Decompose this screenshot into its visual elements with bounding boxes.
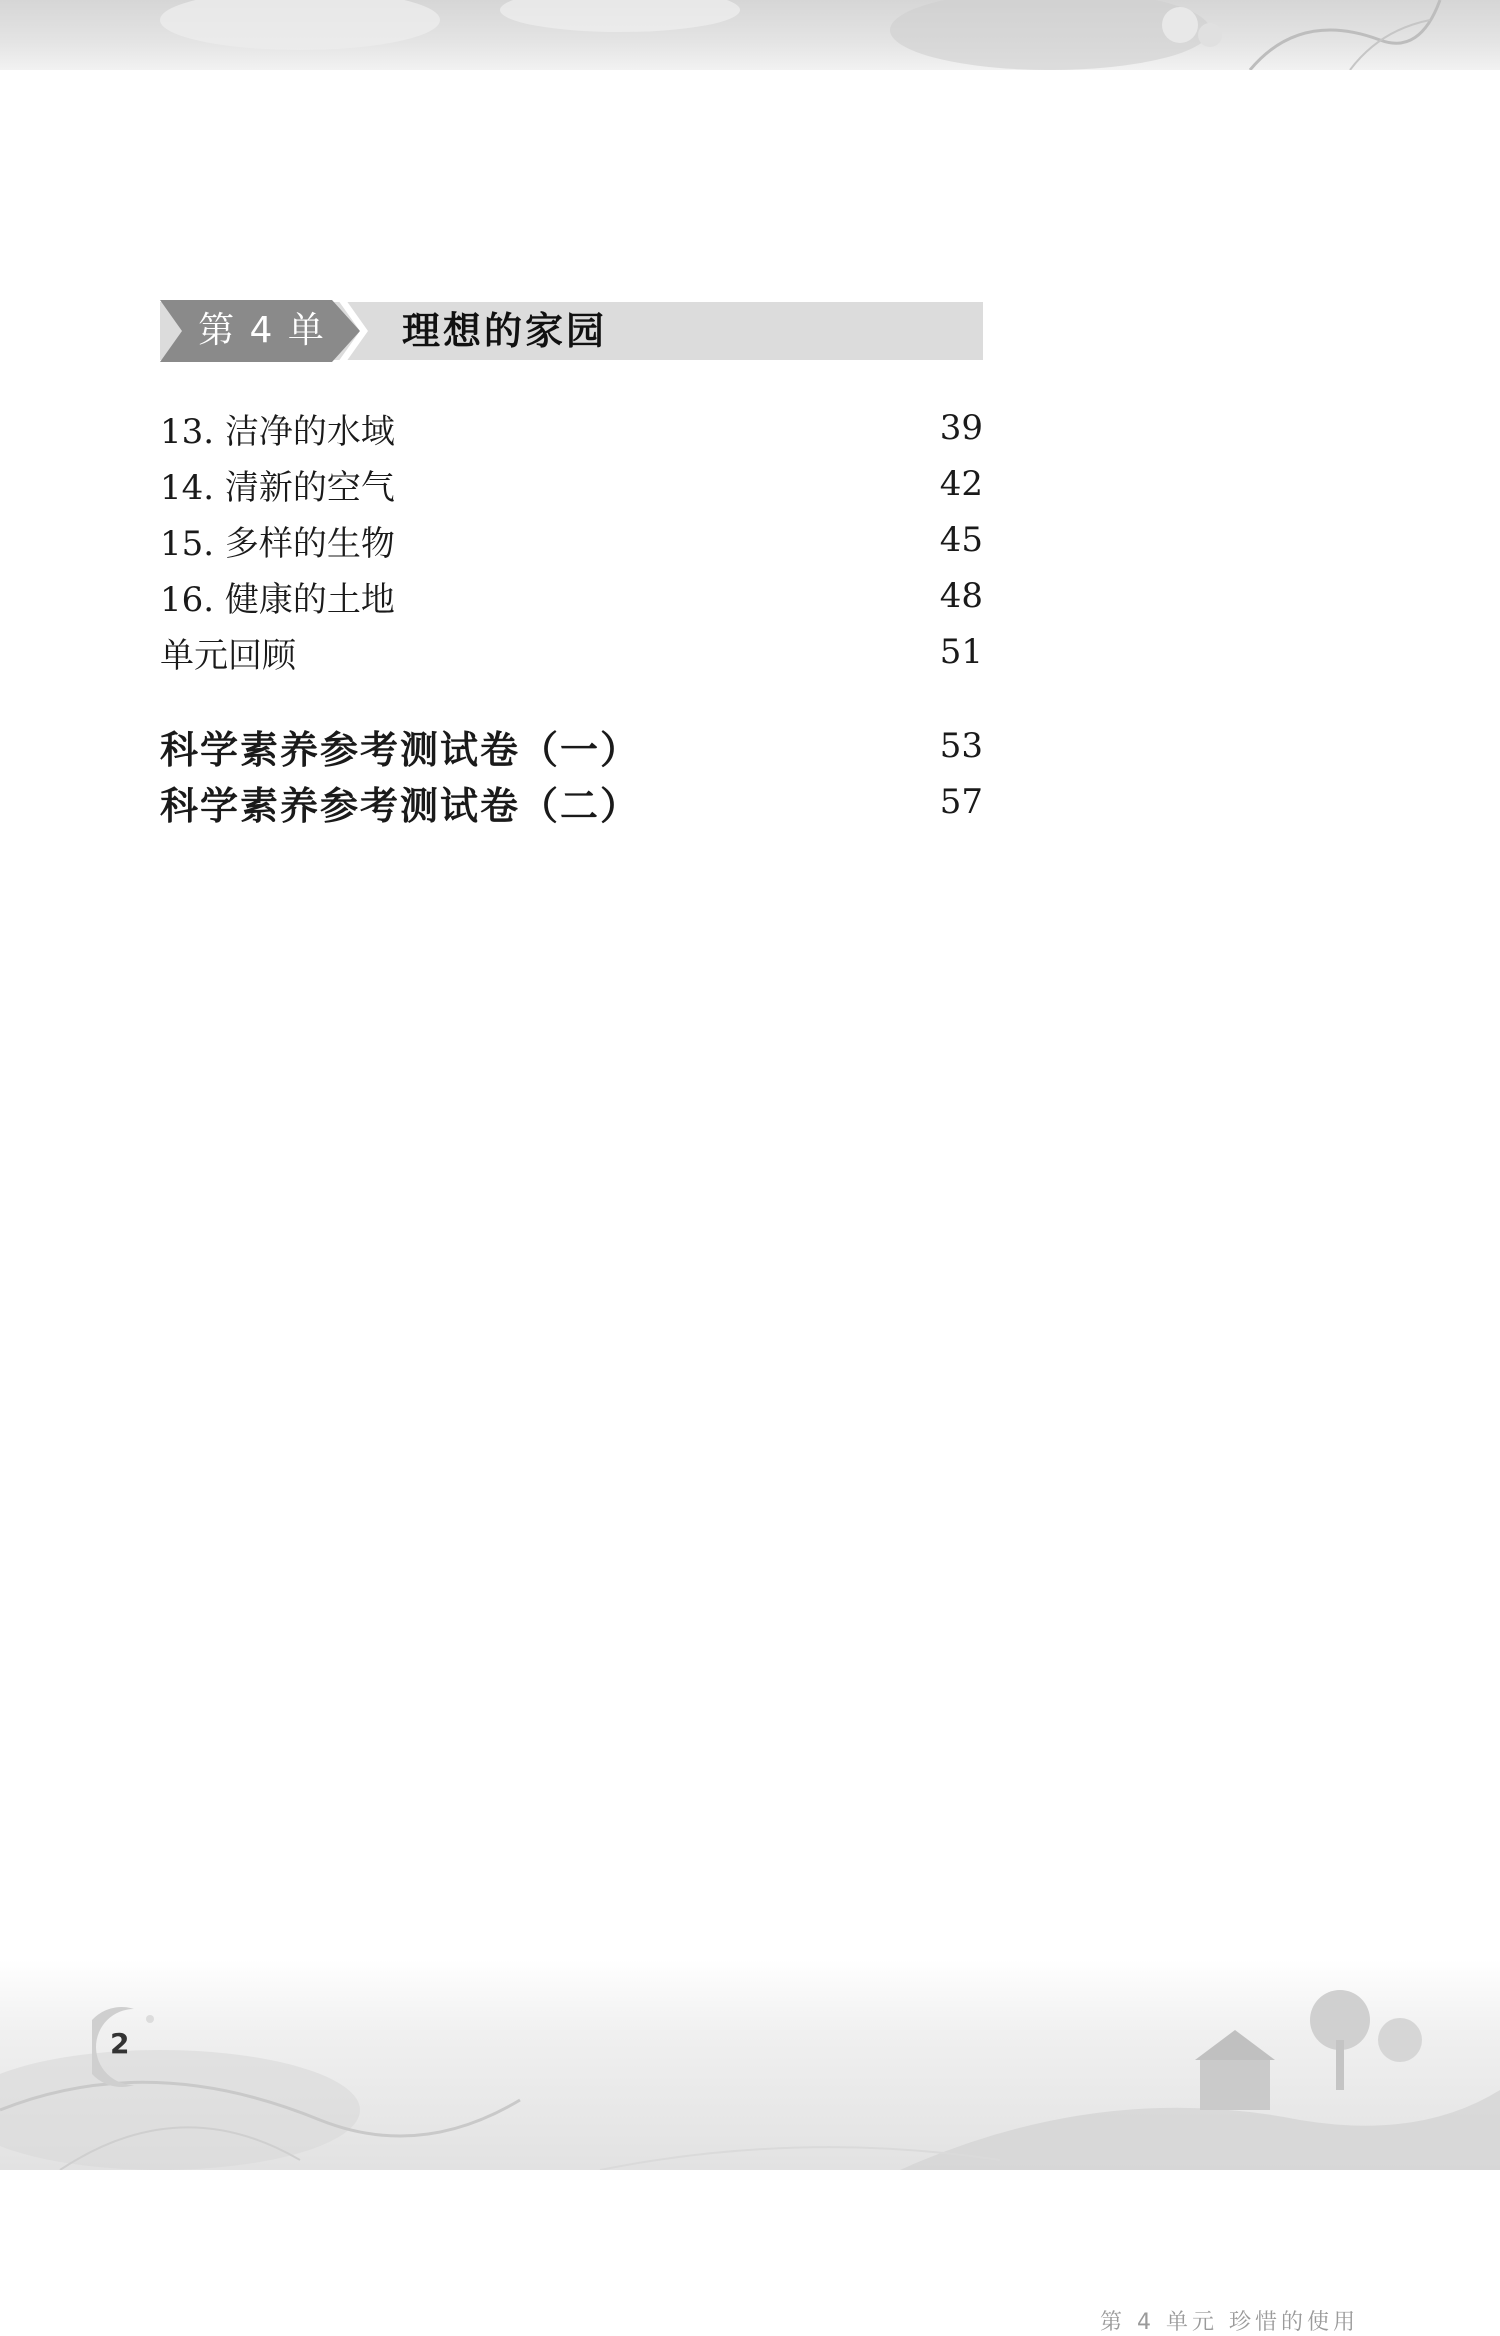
toc-entry[interactable] — [160, 568, 983, 624]
toc-entry-page: 42 — [939, 464, 983, 504]
landscape-decoration — [0, 1960, 1500, 2170]
toc-entry-test-2[interactable] — [160, 774, 983, 830]
toc-entry[interactable] — [160, 456, 983, 512]
toc-entry-title: 科学素养参考测试卷（一） — [160, 727, 641, 772]
toc-entry-review[interactable] — [160, 624, 983, 680]
toc-entry-page: 45 — [939, 520, 983, 560]
toc-entry-title: 14. 清新的空气 — [160, 467, 395, 508]
toc-entry-page: 48 — [939, 576, 983, 616]
toc-entry-page: 57 — [939, 782, 983, 822]
toc-entry-title: 单元回顾 — [160, 635, 296, 676]
toc-entry-page: 39 — [939, 408, 983, 448]
toc-entry-title: 15. 多样的生物 — [160, 523, 395, 564]
page-number: 2 — [110, 2027, 130, 2060]
unit-header — [160, 300, 983, 413]
unit-title: 理想的家园 — [402, 309, 608, 353]
footer-running-title: 第 4 单元 珍惜的使用 — [1100, 2310, 1359, 2335]
floral-decoration — [0, 0, 1500, 70]
toc-entry-title: 16. 健康的土地 — [160, 579, 395, 620]
toc-entry[interactable] — [160, 400, 983, 456]
unit-badge-label: 第 4 单元 — [198, 310, 326, 413]
toc-entry-page: 51 — [939, 632, 983, 672]
toc-entry-page: 53 — [939, 726, 983, 766]
toc-entry[interactable] — [160, 512, 983, 568]
toc-entry-title: 科学素养参考测试卷（二） — [160, 783, 641, 828]
toc-entry-test-1[interactable] — [160, 718, 983, 774]
toc-entry-title: 13. 洁净的水域 — [160, 411, 395, 452]
bottom-decorative-band — [0, 1960, 1500, 2170]
top-decorative-band — [0, 0, 1500, 70]
